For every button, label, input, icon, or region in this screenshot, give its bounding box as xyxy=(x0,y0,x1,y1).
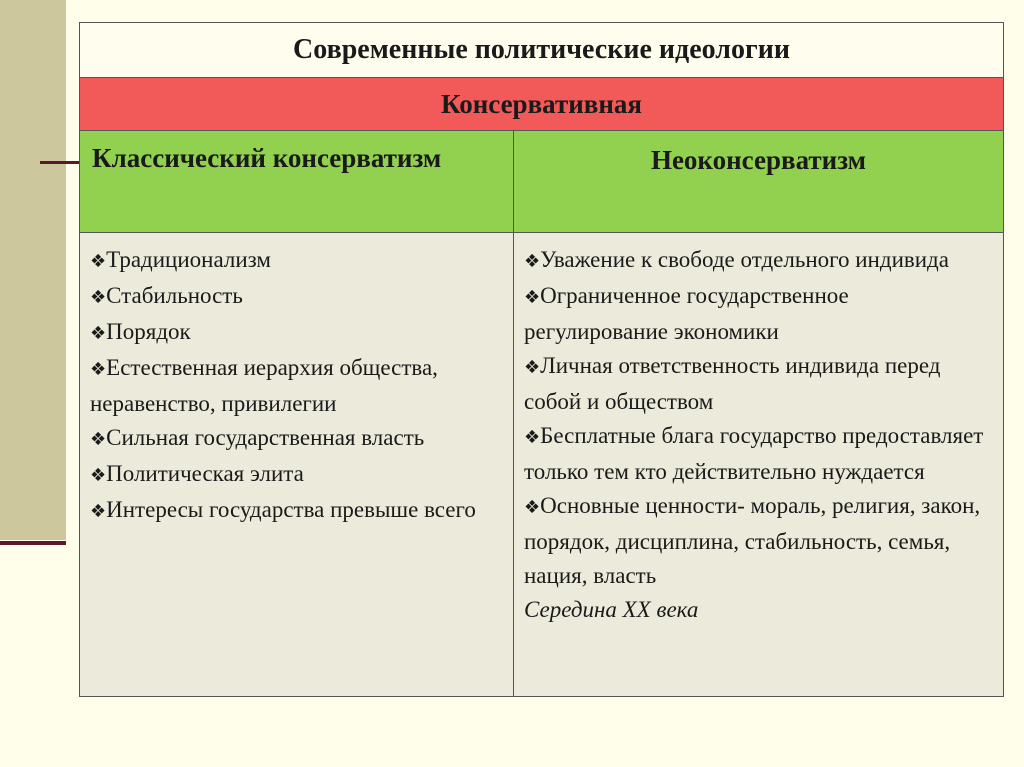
ideology-table xyxy=(79,22,1004,697)
diamond-bullet-icon: ❖ xyxy=(90,287,107,308)
diamond-bullet-icon: ❖ xyxy=(90,501,107,522)
list-item: ❖Стабильность xyxy=(90,283,243,308)
list-item: ❖Личная ответственность индивида перед собой и обществом xyxy=(524,353,941,414)
diamond-bullet-icon: ❖ xyxy=(524,357,541,378)
list-item: ❖Ограниченное государственное регулирование экономики xyxy=(524,283,849,344)
table-title: Современные политические идеологии xyxy=(80,23,1004,78)
classical-features xyxy=(80,233,514,697)
list-item: ❖Сильная государственная власть xyxy=(90,425,425,450)
list-item: ❖Уважение к свободе отдельного индивида xyxy=(524,247,949,272)
list-item: ❖Политическая элита xyxy=(90,461,304,486)
left-decor-bar xyxy=(0,0,66,540)
list-item: ❖Порядок xyxy=(90,319,191,344)
diamond-bullet-icon: ❖ xyxy=(90,429,107,450)
accent-line-bottom xyxy=(0,541,66,545)
list-item: ❖Интересы государства превыше всего xyxy=(90,497,476,522)
neo-features xyxy=(514,233,1004,697)
diamond-bullet-icon: ❖ xyxy=(524,287,541,308)
ideology-name: Консервативная xyxy=(80,78,1004,131)
period-note: Середина XX века xyxy=(524,597,699,622)
diamond-bullet-icon: ❖ xyxy=(524,497,541,518)
list-item: ❖Традиционализм xyxy=(90,247,271,272)
list-item: ❖Бесплатные блага государство предоставляет только тем кто действительно нуждается xyxy=(524,423,984,484)
list-item: ❖Основные ценности- мораль, религия, закон, порядок, дисциплина, стабильность, семья, нация, власть xyxy=(524,493,981,588)
list-item: ❖Естественная иерархия общества, неравенство, привилегии xyxy=(90,355,438,416)
diamond-bullet-icon: ❖ xyxy=(524,251,541,272)
diamond-bullet-icon: ❖ xyxy=(90,465,107,486)
column-header-neo: Неоконсерватизм xyxy=(514,131,1004,233)
column-header-classical: Классический консерватизм xyxy=(80,131,514,233)
diamond-bullet-icon: ❖ xyxy=(90,251,107,272)
diamond-bullet-icon: ❖ xyxy=(90,323,107,344)
diamond-bullet-icon: ❖ xyxy=(90,359,107,380)
accent-line-top xyxy=(40,161,80,164)
diamond-bullet-icon: ❖ xyxy=(524,427,541,448)
